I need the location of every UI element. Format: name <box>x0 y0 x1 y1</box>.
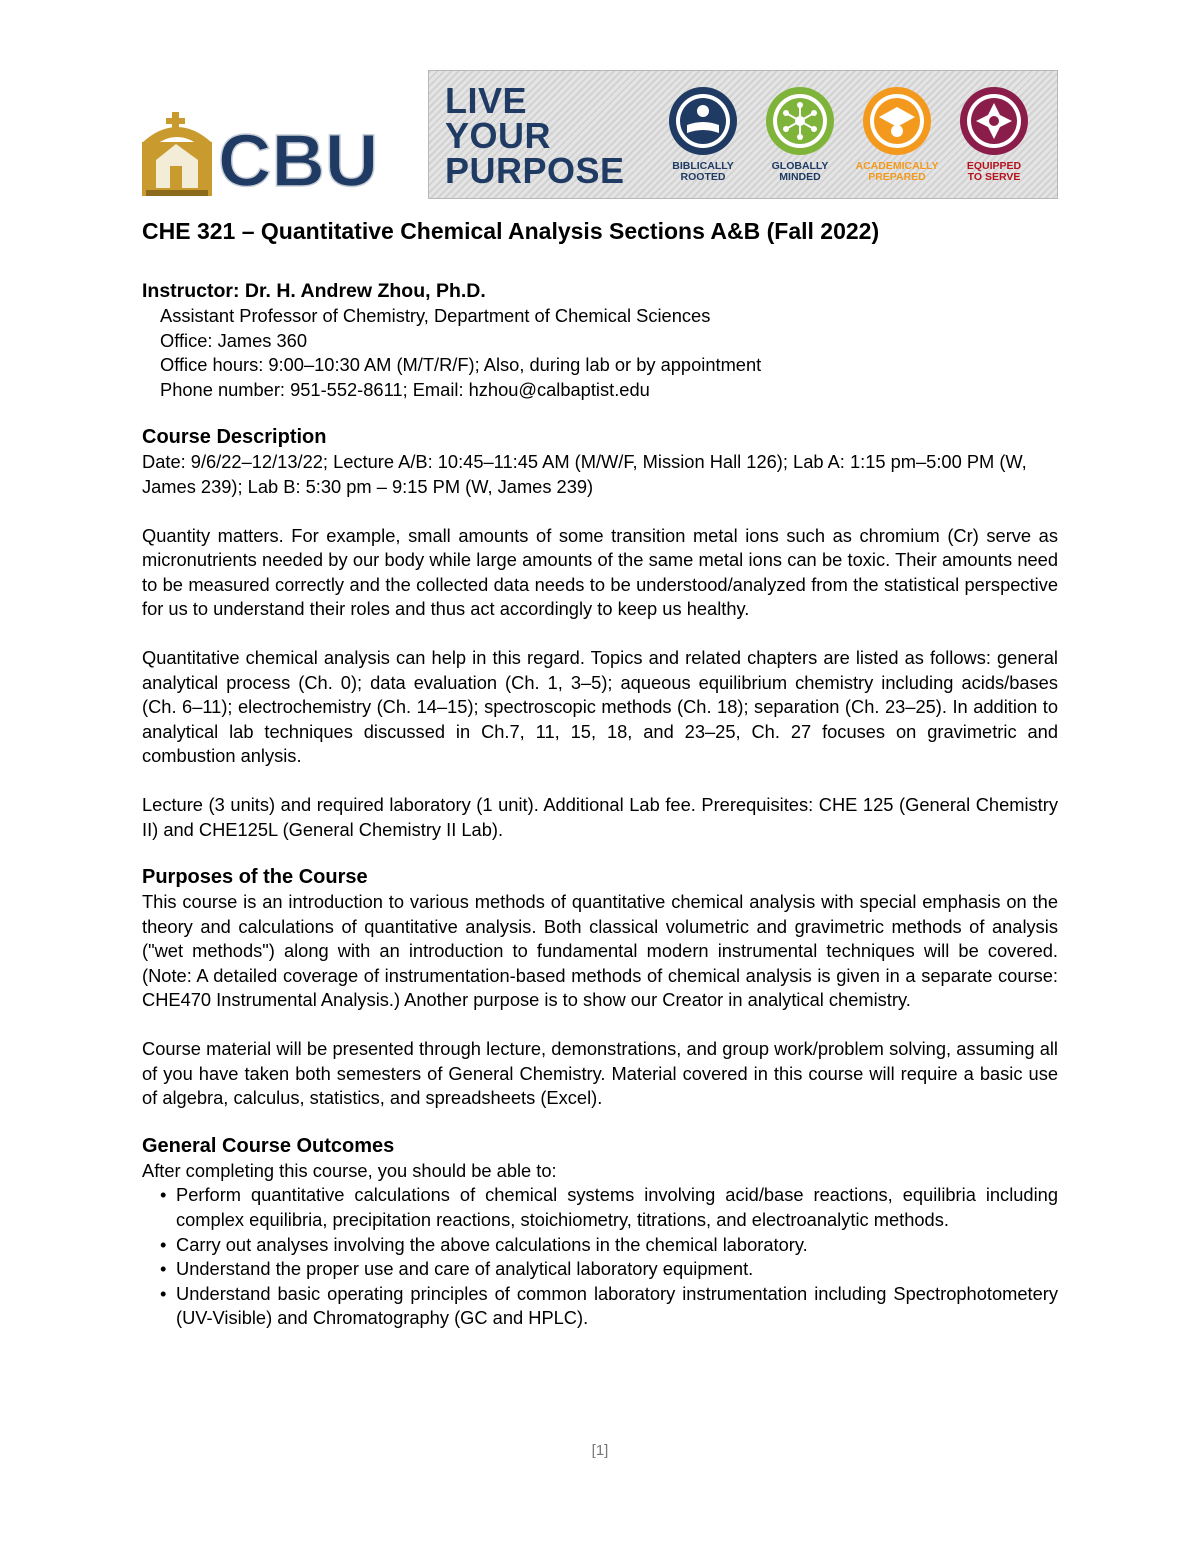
cbu-logo <box>142 110 382 196</box>
course-schedule: Date: 9/6/22–12/13/22; Lecture A/B: 10:45–11:45 AM (M/W/F, Mission Hall 126); Lab A: 1:15 pm–5:00 PM (W, James 239); Lab B: 5:30 pm – 9:15 PM (W, James 239) <box>142 451 1027 497</box>
syllabus-content <box>142 216 1058 1331</box>
pillar-globally-minded <box>754 85 846 183</box>
pillar-label: ACADEMICALLY PREPARED <box>855 160 939 183</box>
graduation-icon <box>861 85 933 157</box>
list-item <box>142 1282 1058 1331</box>
bullet-icon: • <box>160 1233 167 1255</box>
purposes-paragraph: Course material will be presented through lecture, demonstrations, and group work/problem solving, assuming all of you have taken both semesters of General Chemistry. Material covered in this course will require a basic use of algebra, calculus, statistics, and spreadsheets (Excel). <box>142 1038 1058 1109</box>
pillar-label: BIBLICALLY ROOTED <box>672 160 734 183</box>
description-paragraph: Quantitative chemical analysis can help in this regard. Topics and related chapters are listed as follows: general analytical process (Ch. 0); data evaluation (Ch. 1, 3–5); aqueous equilibrium chemistry including acids/bases (Ch. 6–11); electrochemistry (Ch. 14–15); spectroscopic methods (Ch. 18); separation (Ch. 23–25). In addition to analytical lab techniques discussed in Ch.7, 11, 15, 18, and 23–25, Ch. 27 focuses on gravimetric and combustion anlysis. <box>142 646 1058 767</box>
page-number: [1] <box>591 1442 609 1459</box>
outcomes-heading: General Course Outcomes <box>142 1134 395 1157</box>
bullet-icon: • <box>160 1184 167 1206</box>
outcome-text: Carry out analyses involving the above calculations in the chemical laboratory. <box>176 1233 808 1255</box>
network-icon <box>764 85 836 157</box>
pillar-label: EQUIPPED TO SERVE <box>966 160 1022 183</box>
outcome-text: Understand the proper use and care of analytical laboratory equipment. <box>176 1258 754 1280</box>
course-title: CHE 321 – Quantitative Chemical Analysis Sections A&B (Fall 2022) <box>142 218 880 244</box>
description-paragraph: Lecture (3 units) and required laboratory (1 unit). Additional Lab fee. Prerequisites: CHE 125 (General Chemistry II) and CHE125L (General Chemistry II Lab). <box>142 793 1058 840</box>
instructor-office-hours: Office hours: 9:00–10:30 AM (M/T/R/F); Also, during lab or by appointment <box>160 354 762 376</box>
book-icon <box>667 85 739 157</box>
purposes-paragraph: This course is an introduction to various methods of quantitative chemical analysis with special emphasis on the theory and calculations of quantitative analysis. Both classical volumetric and gravimetric methods of analysis ("wet methods") along with an introduction to fundamental modern instrumental techniques will be covered. (Note: A detailed coverage of instrumentation-based methods of chemical analysis is given in a separate course: CHE470 Instrumental Analysis.) Another purpose is to show our Creator in analytical chemistry. <box>142 891 1058 1011</box>
pillar-equipped-to-serve <box>948 85 1040 183</box>
pillar-biblically-rooted <box>657 85 749 183</box>
list-item <box>142 1183 1058 1232</box>
instructor-heading: Instructor: Dr. H. Andrew Zhou, Ph.D. <box>142 280 486 302</box>
live-your-purpose-banner <box>428 70 1058 199</box>
list-item <box>142 1233 1058 1258</box>
bullet-icon: • <box>160 1282 167 1304</box>
outcomes-list <box>142 1183 1058 1331</box>
instructor-details <box>142 304 1058 402</box>
pillar-academically-prepared <box>851 85 943 183</box>
list-item <box>142 1257 1058 1282</box>
purposes-heading: Purposes of the Course <box>142 866 368 889</box>
instructor-office: Office: James 360 <box>160 329 307 351</box>
instructor-position: Assistant Professor of Chemistry, Department of Chemical Sciences <box>160 305 711 326</box>
description-paragraph: Quantity matters. For example, small amounts of some transition metal ions such as chromium (Cr) serve as micronutrients needed by our body while large amounts of the same metal ions can be toxic. Their amounts need to be measured correctly and the collected data needs to be understood/analyzed from the statistical perspective for us to understand their roles and thus act accordingly to keep us healthy. <box>142 524 1058 620</box>
bullet-icon: • <box>160 1258 167 1280</box>
banner-slogan: LIVE YOUR PURPOSE <box>445 80 625 191</box>
instructor-contact: Phone number: 951-552-8611; Email: hzhou@calbaptist.edu <box>160 378 650 400</box>
outcome-text: Understand basic operating principles of common laboratory instrumentation including Spectrophotometery (UV-Visible) and Chromatography (GC and HPLC). <box>176 1282 1058 1329</box>
pillar-label: GLOBALLY MINDED <box>771 160 829 183</box>
svg-text:CBU: CBU <box>218 119 379 196</box>
compass-icon <box>958 85 1030 157</box>
outcomes-intro: After completing this course, you should be able to: <box>142 1159 557 1181</box>
course-description-heading: Course Description <box>142 426 327 449</box>
outcome-text: Perform quantitative calculations of chemical systems involving acid/base reactions, equilibria including complex equilibria, precipitation reactions, stoichiometry, titrations, and electroanalytic methods. <box>176 1184 1058 1231</box>
